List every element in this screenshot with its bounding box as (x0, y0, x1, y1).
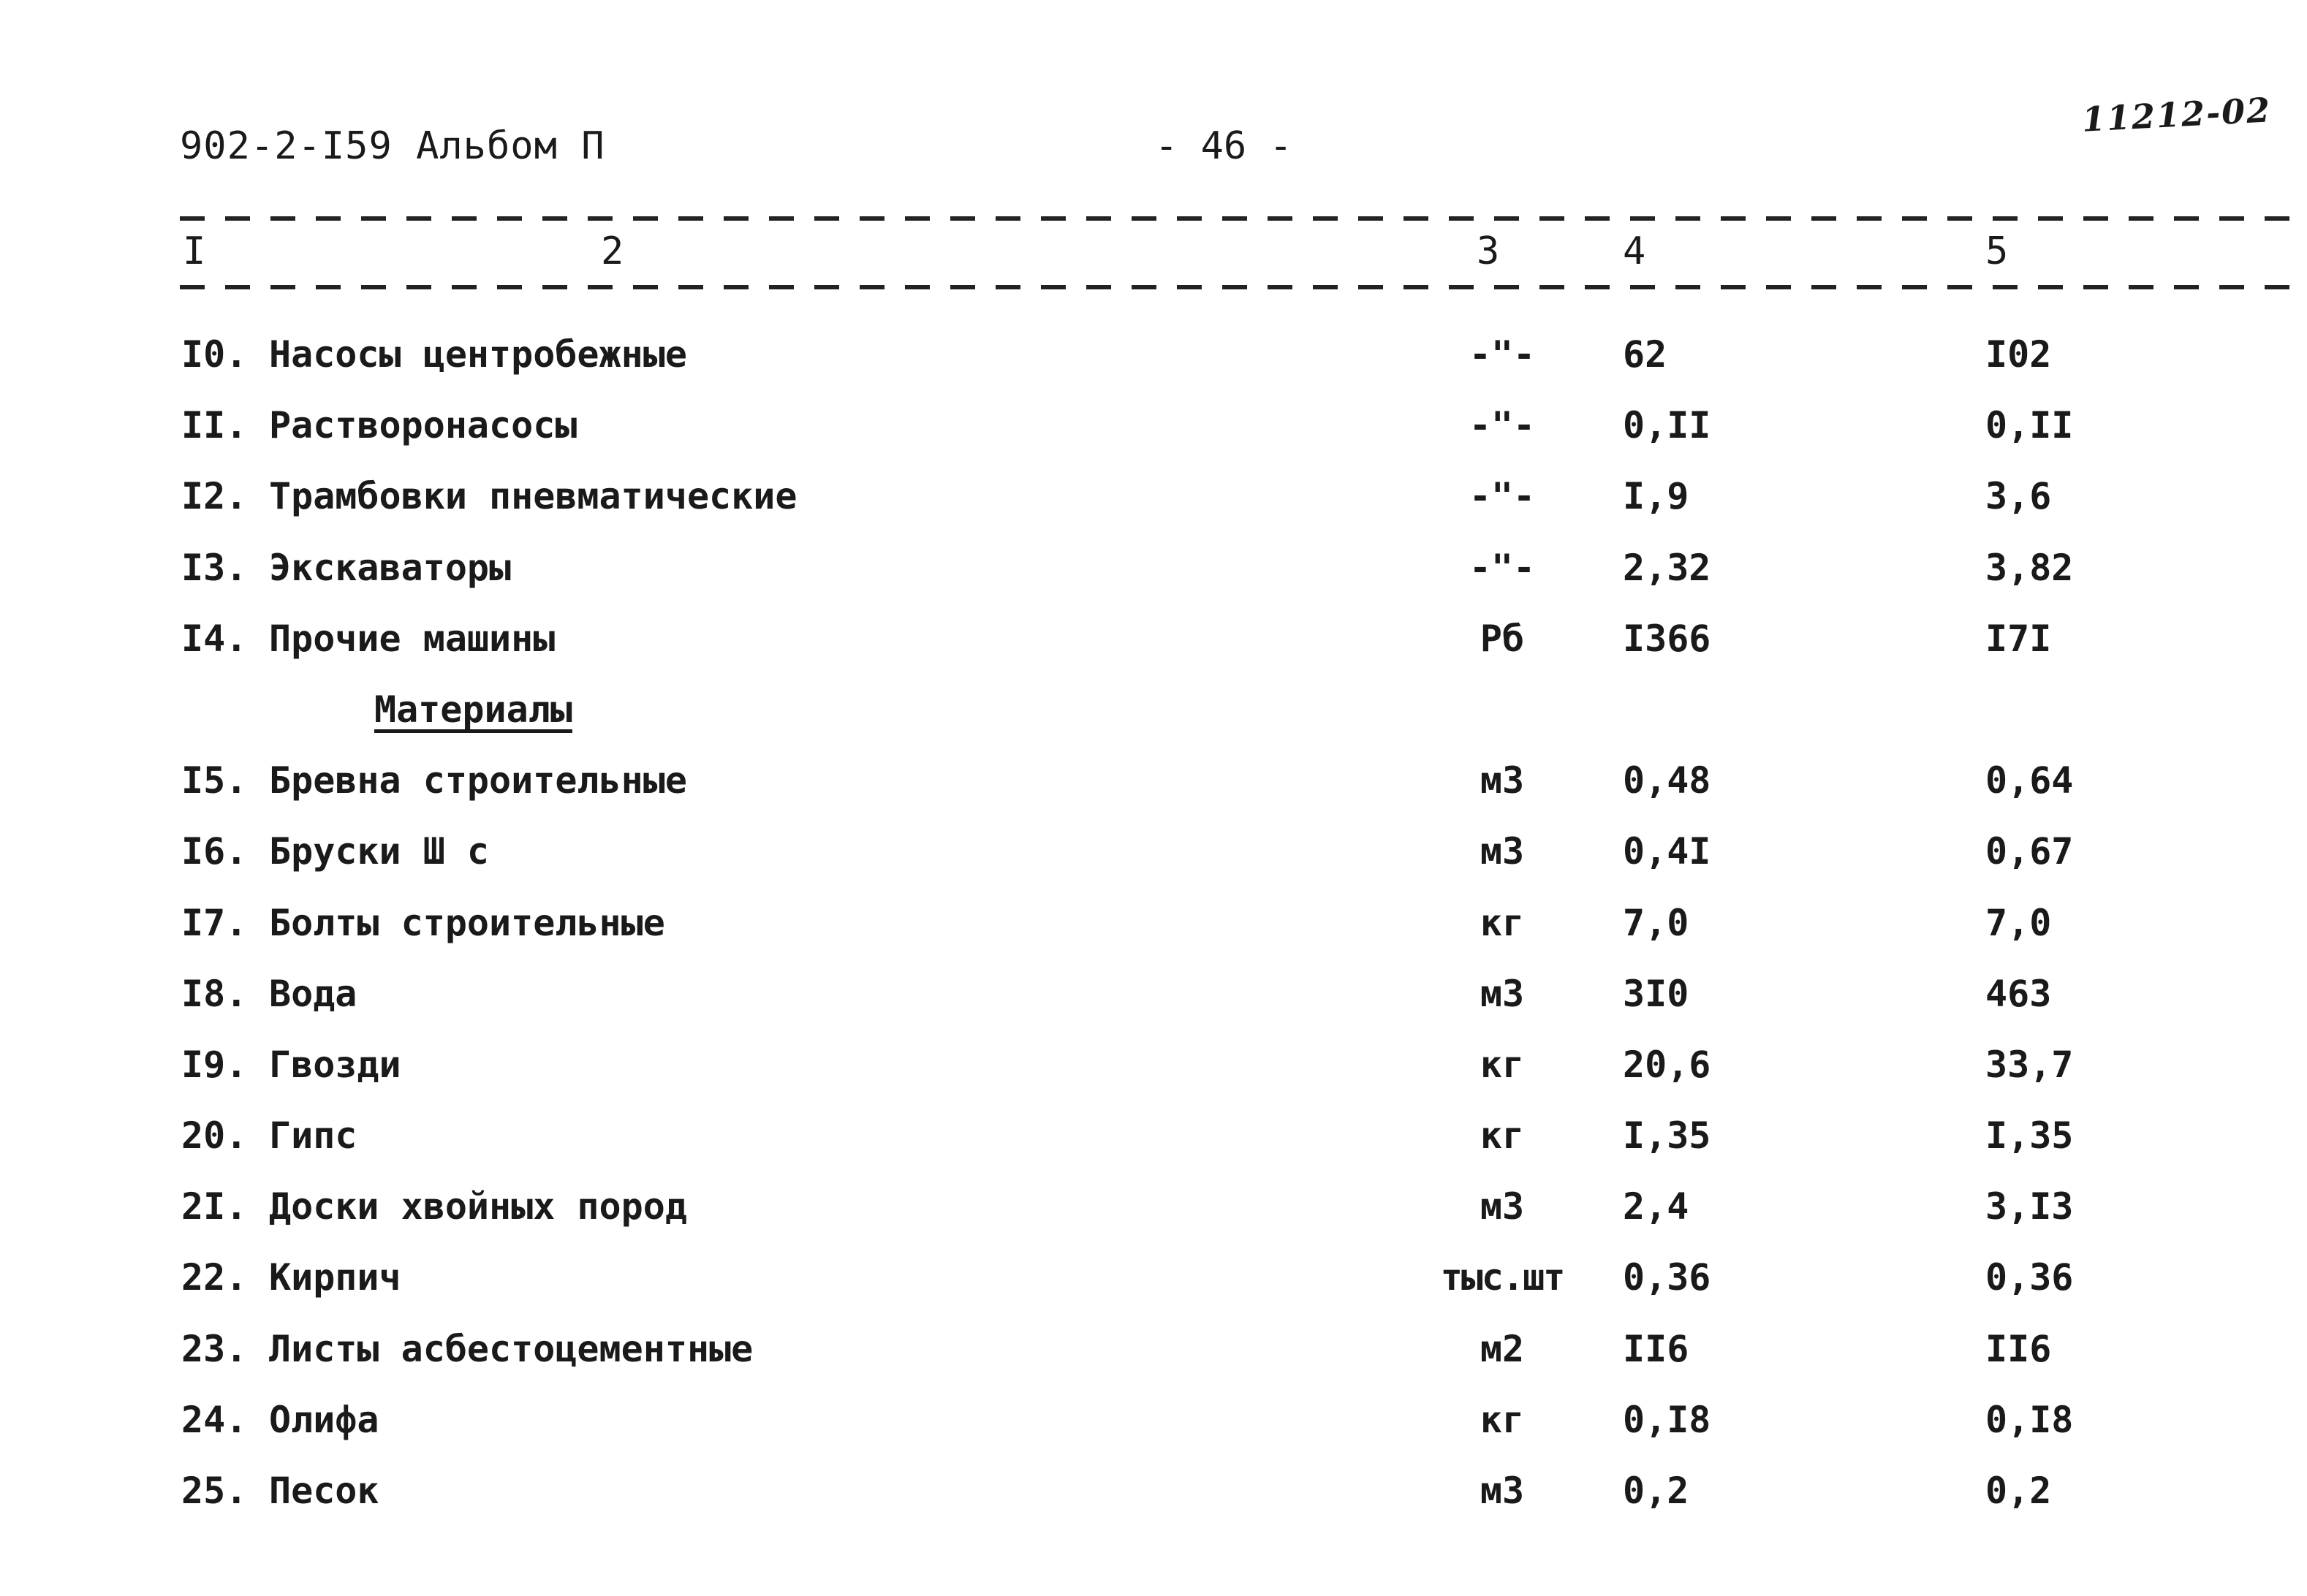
row-number: 20. (181, 1114, 248, 1158)
table-header-rule (180, 285, 2289, 289)
row-value-col4: 0,48 (1623, 759, 1711, 802)
table-row (0, 902, 2307, 973)
row-value-col4: 0,36 (1623, 1256, 1711, 1299)
row-value-col4: I,9 (1623, 475, 1689, 518)
row-unit: кг (1480, 901, 1525, 944)
row-name: Вода (269, 972, 357, 1015)
row-number: 24. (181, 1398, 248, 1441)
row-value-col4: 0,4I (1623, 830, 1711, 873)
row-unit: -"- (1469, 546, 1536, 589)
row-value-col4: II6 (1623, 1327, 1689, 1370)
row-unit: -"- (1469, 404, 1536, 447)
table-row (0, 1399, 2307, 1470)
table-row (0, 973, 2307, 1044)
table-row (0, 1470, 2307, 1540)
row-name: Доски хвойных пород (269, 1185, 687, 1228)
table-row (0, 404, 2307, 475)
table-row (0, 333, 2307, 404)
row-value-col5: 33,7 (1985, 1043, 2074, 1086)
row-value-col5: 0,I8 (1985, 1398, 2074, 1441)
table-row (0, 1328, 2307, 1399)
row-value-col5: 3,82 (1985, 546, 2074, 589)
table-row (0, 830, 2307, 901)
row-value-col4: 20,6 (1623, 1043, 1711, 1086)
row-name: Трамбовки пневматические (269, 475, 798, 518)
column-header-3: 3 (1477, 229, 1500, 273)
table-row (0, 547, 2307, 618)
row-value-col5: 0,64 (1985, 759, 2074, 802)
row-number: I7. (181, 901, 248, 944)
row-number: I0. (181, 333, 248, 376)
column-header-5: 5 (1985, 229, 2009, 273)
row-unit: -"- (1469, 475, 1536, 518)
row-unit: м3 (1480, 759, 1525, 802)
row-name: Растворонасосы (269, 404, 577, 447)
page-number: - 46 - (1155, 124, 1292, 168)
row-value-col5: I02 (1985, 333, 2052, 376)
row-unit: кг (1480, 1043, 1525, 1086)
row-value-col5: I7I (1985, 617, 2052, 660)
row-number: 2I. (181, 1185, 248, 1228)
column-header-1: I (183, 229, 206, 273)
row-unit: м3 (1480, 1470, 1525, 1512)
row-number: I5. (181, 759, 248, 802)
row-number: 22. (181, 1256, 248, 1299)
row-value-col5: 0,67 (1985, 830, 2074, 873)
row-name: Бруски Ш с (269, 830, 490, 873)
table-row (0, 475, 2307, 546)
row-value-col5: 0,2 (1985, 1470, 2052, 1512)
row-value-col5: 0,36 (1985, 1256, 2074, 1299)
row-name: Прочие машины (269, 617, 556, 660)
row-name: Песок (269, 1470, 379, 1512)
table-body (0, 333, 2307, 1540)
row-value-col5: I,35 (1985, 1114, 2074, 1158)
table-row (0, 759, 2307, 830)
row-name: Кирпич (269, 1256, 401, 1299)
row-name: Экскаваторы (269, 546, 512, 589)
row-number: I2. (181, 475, 248, 518)
table-row (0, 1044, 2307, 1114)
row-value-col4: 2,4 (1623, 1185, 1689, 1228)
column-header-4: 4 (1623, 229, 1646, 273)
row-value-col5: 3,6 (1985, 475, 2052, 518)
row-value-col5: 7,0 (1985, 901, 2052, 944)
row-unit: м3 (1480, 1185, 1525, 1228)
row-name: Бревна строительные (269, 759, 687, 802)
section-heading-row (0, 688, 2307, 759)
row-unit: -"- (1469, 333, 1536, 376)
row-value-col4: 0,I8 (1623, 1398, 1711, 1441)
row-name: Гипс (269, 1114, 357, 1158)
row-unit: Рб (1480, 617, 1525, 660)
table-row (0, 1185, 2307, 1256)
row-unit: тыс.шт (1440, 1256, 1564, 1299)
row-value-col5: 0,II (1985, 404, 2074, 447)
row-unit: кг (1480, 1398, 1525, 1441)
row-name: Олифа (269, 1398, 379, 1441)
table-row (0, 1114, 2307, 1185)
row-value-col5: 463 (1985, 972, 2052, 1015)
row-number: I3. (181, 546, 248, 589)
table-row (0, 1256, 2307, 1327)
table-row (0, 618, 2307, 688)
row-number: I9. (181, 1043, 248, 1086)
row-number: I8. (181, 972, 248, 1015)
row-unit: м3 (1480, 830, 1525, 873)
row-value-col4: 2,32 (1623, 546, 1711, 589)
row-unit: кг (1480, 1114, 1525, 1158)
column-header-2: 2 (601, 229, 624, 273)
table-top-rule (180, 216, 2289, 221)
row-value-col5: II6 (1985, 1327, 2052, 1370)
document-code: 902-2-I59 Альбом П (180, 124, 605, 168)
row-unit: м2 (1480, 1327, 1525, 1370)
section-heading: Материалы (374, 688, 572, 731)
row-value-col4: I366 (1623, 617, 1711, 660)
handwritten-mark: 11212-02 (2080, 90, 2273, 140)
row-number: II. (181, 404, 248, 447)
row-number: I4. (181, 617, 248, 660)
row-number: 23. (181, 1327, 248, 1370)
row-value-col4: I,35 (1623, 1114, 1711, 1158)
row-unit: м3 (1480, 972, 1525, 1015)
row-number: 25. (181, 1470, 248, 1512)
row-name: Насосы центробежные (269, 333, 687, 376)
row-value-col5: 3,I3 (1985, 1185, 2074, 1228)
row-value-col4: 62 (1623, 333, 1667, 376)
row-number: I6. (181, 830, 248, 873)
row-value-col4: 7,0 (1623, 901, 1689, 944)
row-value-col4: 0,II (1623, 404, 1711, 447)
row-name: Листы асбестоцементные (269, 1327, 754, 1370)
row-name: Гвозди (269, 1043, 401, 1086)
row-value-col4: 3I0 (1623, 972, 1689, 1015)
row-value-col4: 0,2 (1623, 1470, 1689, 1512)
row-name: Болты строительные (269, 901, 665, 944)
